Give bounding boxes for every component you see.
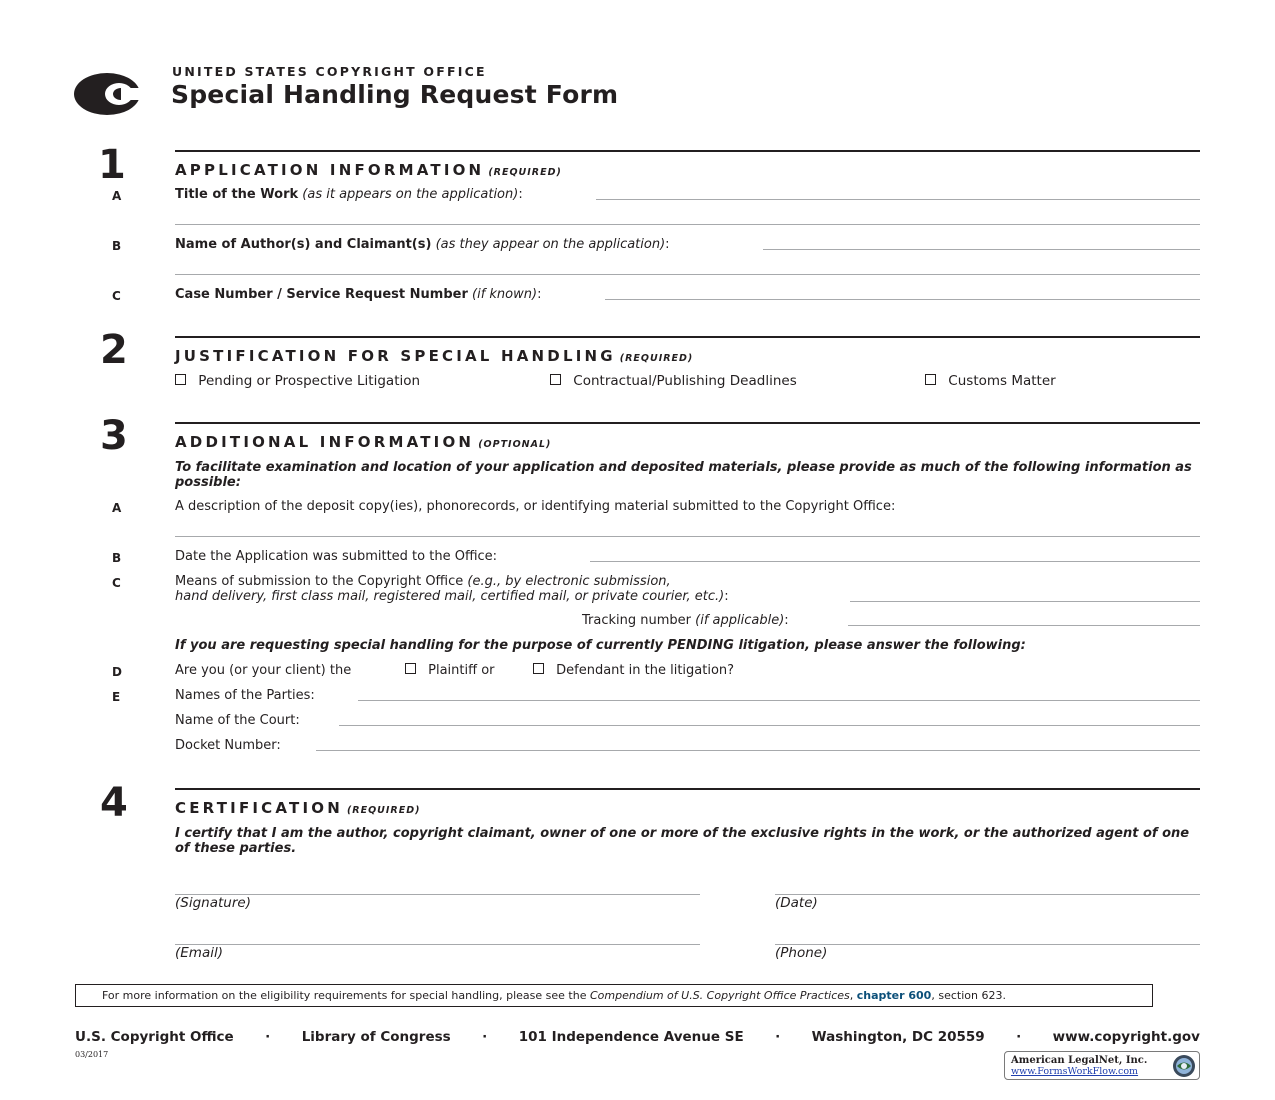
footer-city: Washington, DC 20559 [811,1029,985,1045]
section-3-title: ADDITIONAL INFORMATION [175,433,475,451]
tracking-number-label: Tracking number (if applicable): [582,613,789,628]
customs-checkbox[interactable] [925,374,936,385]
section-4-tag: (REQUIRED) [346,805,421,816]
copyright-logo-icon [74,72,142,116]
email-field[interactable] [175,944,700,945]
deposit-description-label: A description of the deposit copy(ies), phonorecords, or identifying material submitted to the Copyright Office: [175,499,896,514]
certification-statement: I certify that I am the author, copyright claimant, owner of one or more of the exclusive rights in the work, or the authorized agent of one of these parties. [175,826,1190,856]
section-3-rule [175,422,1200,424]
section-2-rule [175,336,1200,338]
deadlines-label: Contractual/Publishing Deadlines [573,373,797,389]
section-3-heading [175,433,551,451]
item-1b-letter: B [112,239,122,253]
section-1-title: APPLICATION INFORMATION [175,161,485,179]
section-2-number: 2 [100,327,128,373]
plaintiff-checkbox[interactable] [405,663,416,674]
option-plaintiff[interactable] [405,663,495,678]
defendant-checkbox[interactable] [533,663,544,674]
form-title: Special Handling Request Form [171,80,619,109]
legalnet-badge[interactable] [1004,1051,1200,1080]
footer-separator: · [1016,1029,1022,1045]
deposit-description-field[interactable] [175,536,1200,537]
footer-separator: · [265,1029,271,1045]
pending-litigation-note: If you are requesting special handling for the purpose of currently PENDING litigation, please answer the following: [175,638,1026,653]
option-litigation[interactable] [175,373,420,389]
author-claimant-field-2[interactable] [175,274,1200,275]
litigation-label: Pending or Prospective Litigation [198,373,421,389]
case-number-label: Case Number / Service Request Number (if known): [175,287,542,302]
legalnet-name: American LegalNet, Inc. [1011,1055,1148,1066]
footer-address [75,1029,1200,1045]
option-defendant[interactable] [533,663,734,678]
parties-field[interactable] [358,700,1200,701]
submission-date-label: Date the Application was submitted to the Office: [175,549,498,564]
section-3-tag: (OPTIONAL) [478,439,552,450]
section-1-number: 1 [98,142,126,188]
deadlines-checkbox[interactable] [550,374,561,385]
item-3b-letter: B [112,551,122,565]
section-4-heading [175,799,420,817]
court-field[interactable] [339,725,1200,726]
item-1c-letter: C [112,289,121,303]
phone-field[interactable] [775,944,1200,945]
party-role-label: Are you (or your client) the [175,663,352,678]
court-label: Name of the Court: [175,713,300,728]
legalnet-url-link[interactable]: www.FormsWorkFlow.com [1011,1066,1139,1077]
footer-street: 101 Independence Avenue SE [518,1029,744,1045]
author-claimant-label: Name of Author(s) and Claimant(s) (as they appear on the application): [175,237,670,252]
form-revision-date: 03/2017 [75,1050,109,1059]
footer-separator: · [775,1029,781,1045]
section-2-heading [175,347,693,365]
item-3d-letter: D [112,665,122,679]
option-deadlines[interactable] [550,373,797,389]
globe-icon [1172,1054,1196,1078]
signature-label: (Signature) [175,895,251,911]
email-label: (Email) [175,945,223,961]
title-of-work-label: Title of the Work (as it appears on the application): [175,187,523,202]
item-1a-letter: A [112,189,122,203]
option-customs[interactable] [925,373,1056,389]
author-claimant-field[interactable] [763,249,1200,250]
tracking-number-field[interactable] [848,625,1200,626]
section-1-heading [175,161,562,179]
docket-label: Docket Number: [175,738,281,753]
item-3e-letter: E [112,690,121,704]
section-1-rule [175,150,1200,152]
section-3-number: 3 [100,413,128,459]
plaintiff-label: Plaintiff or [428,663,495,678]
submission-means-label-1: Means of submission to the Copyright Office (e.g., by electronic submission, [175,574,671,589]
signature-field[interactable] [175,894,700,895]
phone-label: (Phone) [775,945,828,961]
date-field[interactable] [775,894,1200,895]
item-3c-letter: C [112,576,121,590]
section-2-tag: (REQUIRED) [619,353,694,364]
office-name: UNITED STATES COPYRIGHT OFFICE [172,64,487,79]
defendant-label: Defendant in the litigation? [556,663,735,678]
section-4-rule [175,788,1200,790]
chapter-600-link[interactable]: chapter 600 [856,989,932,1002]
item-3a-letter: A [112,501,122,515]
section-2-title: JUSTIFICATION FOR SPECIAL HANDLING [175,347,616,365]
section-1-tag: (REQUIRED) [488,167,562,178]
section-4-number: 4 [100,780,128,826]
footer-office: U.S. Copyright Office [75,1029,234,1045]
footer-library: Library of Congress [301,1029,451,1045]
section-4-title: CERTIFICATION [175,799,343,817]
submission-date-field[interactable] [590,561,1200,562]
parties-label: Names of the Parties: [175,688,315,703]
submission-means-field[interactable] [850,601,1200,602]
info-box: For more information on the eligibility requirements for special handling, please see the Compendium of U.S. Copyright Office Practices, chapter 600, section 623. [75,984,1153,1007]
submission-means-label-2: hand delivery, first class mail, registered mail, certified mail, or private courier, etc.): [175,589,729,604]
additional-info-intro: To facilitate examination and location of your application and deposited materials, please provide as much of the following information as possible: [175,460,1192,490]
title-of-work-field[interactable] [596,199,1200,200]
case-number-field[interactable] [605,299,1200,300]
info-text: For more information on the eligibility requirements for special handling, please see the [102,989,587,1002]
compendium-title: Compendium of U.S. Copyright Office Practices [589,989,850,1002]
date-label: (Date) [775,895,818,911]
docket-field[interactable] [316,750,1200,751]
title-of-work-field-2[interactable] [175,224,1200,225]
footer-separator: · [482,1029,488,1045]
customs-label: Customs Matter [948,373,1056,389]
litigation-checkbox[interactable] [175,374,186,385]
footer-website-link[interactable]: www.copyright.gov [1052,1029,1200,1045]
